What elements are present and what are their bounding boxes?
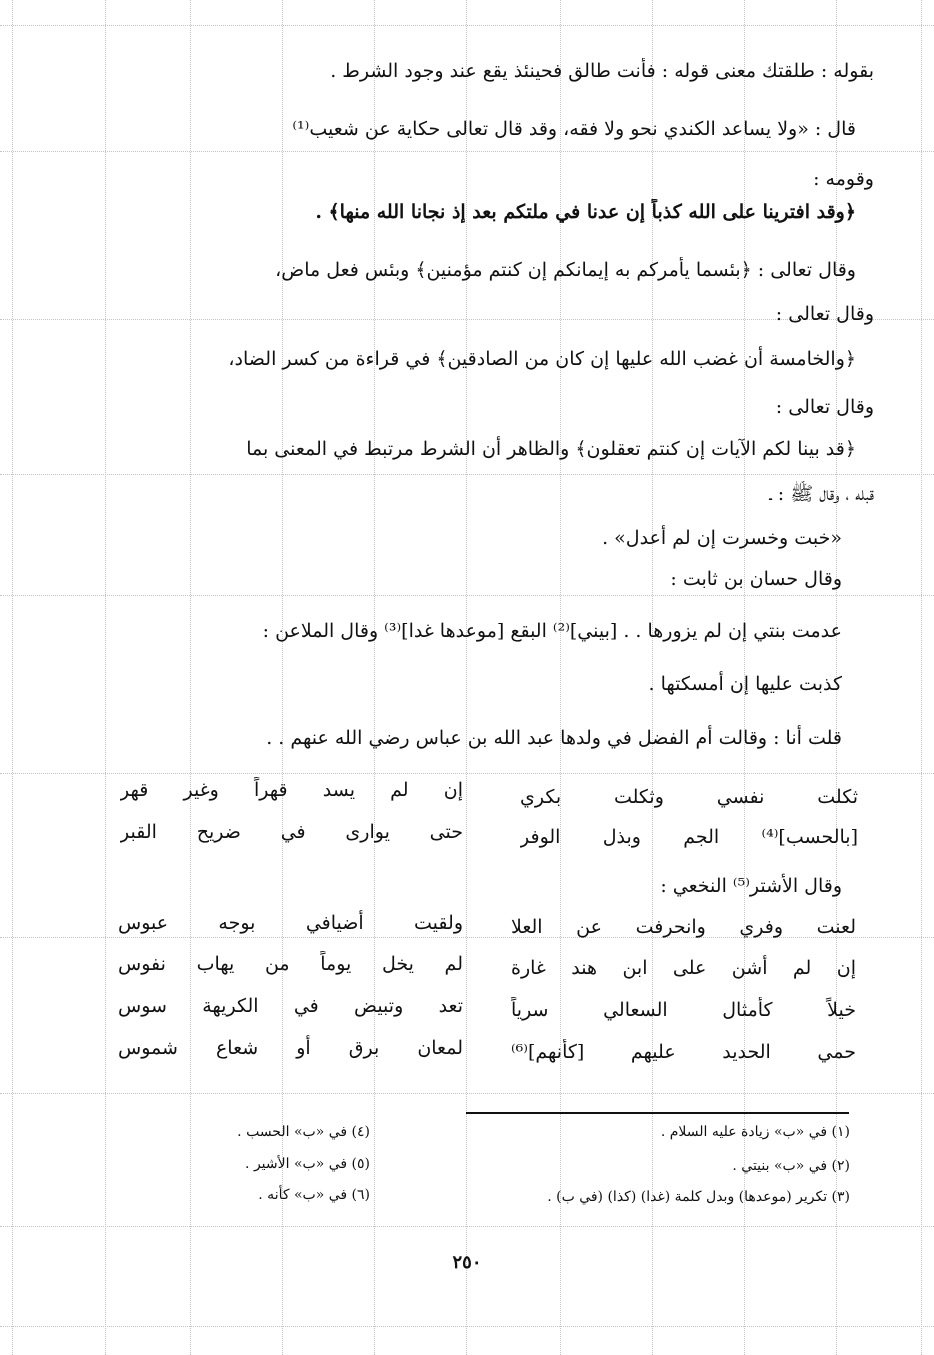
grid-line	[0, 25, 934, 26]
body-line: وقال تعالى :	[775, 396, 874, 418]
page-number: ٢٥٠	[452, 1252, 482, 1273]
footnote: (١) في «ب» زيادة عليه السلام .	[660, 1124, 850, 1140]
body-line: قبله ، وقال ﷺ : ـ	[769, 483, 874, 505]
grid-line	[0, 151, 934, 152]
grid-line	[0, 1326, 934, 1327]
body-line: وقال تعالى : ﴿بئسما يأمركم به إيمانكم إن كنتم مؤمنين﴾ وبئس فعل ماض،	[275, 259, 856, 281]
grid-line	[0, 474, 934, 475]
grid-line	[105, 0, 106, 1355]
grid-line	[0, 773, 934, 774]
poem-verse-left: حتى يوارى في ضريح القبر	[120, 821, 463, 843]
poem-verse-right: [بالحسب]⁽⁴⁾ الجم وبذل الوفر	[520, 826, 858, 848]
footnote: (٦) في «ب» كأنه .	[258, 1187, 370, 1203]
grid-line	[12, 0, 13, 1355]
poem-verse-right: لعنت وفري وانحرفت عن العلا	[511, 916, 856, 938]
body-line: قال : «ولا يساعد الكندي نحو ولا فقه، وقد قال تعالى حكاية عن شعيب⁽¹⁾	[292, 118, 856, 140]
poem-verse-left: ولقيت أضيافي بوجه عبوس	[118, 912, 463, 934]
poem-verse-left: تعد وتبيض في الكريهة سوس	[118, 995, 463, 1017]
footnote: (٥) في «ب» الأشير .	[245, 1156, 370, 1172]
hadith-quote: «خبت وخسرت إن لم أعدل» .	[602, 527, 842, 549]
poem-verse-right: حمي الحديد عليهم [كأنهم]⁽⁶⁾	[511, 1041, 856, 1063]
quran-verse: ﴿وقد افترينا على الله كذباً إن عدنا في ملتكم بعد إذ نجانا الله منها﴾ .	[315, 201, 856, 223]
poem-verse-left: إن لم يسد قهراً وغير قهر	[120, 779, 463, 801]
footnote: (٢) في «ب» بنيتي .	[732, 1158, 850, 1174]
body-line: وقال حسان بن ثابت :	[670, 568, 842, 590]
quran-verse: ﴿والخامسة أن غضب الله عليها إن كان من الصادقين﴾ في قراءة من كسر الضاد،	[228, 348, 856, 370]
poet-intro: وقال الأشتر⁽⁵⁾ النخعي :	[660, 875, 842, 897]
poem-verse-right: خيلاً كأمثال السعالي سرياً	[511, 999, 856, 1021]
poem-verse-right: إن لم أشن على ابن هند غارة	[511, 957, 856, 979]
poem-verse-left: لمعان برق أو شعاع شموس	[118, 1037, 463, 1059]
quran-verse: ﴿قد بينا لكم الآيات إن كنتم تعقلون﴾ والظاهر أن الشرط مرتبط في المعنى بما	[246, 438, 856, 460]
poem-verse-left: لم يخل يوماً من يهاب نفوس	[118, 953, 463, 975]
body-line: قلت أنا : وقالت أم الفضل في ولدها عبد الله بن عباس رضي الله عنهم . .	[266, 727, 842, 749]
footnote: (٤) في «ب» الحسب .	[237, 1124, 370, 1140]
grid-line	[0, 1093, 934, 1094]
grid-line	[0, 1226, 934, 1227]
grid-line	[921, 0, 922, 1355]
body-line: وقومه :	[813, 168, 874, 190]
footnote-rule	[466, 1112, 849, 1114]
footnote: (٣) تكرير (موعدها) وبدل كلمة (غدا) (كذا) (في ب) .	[547, 1189, 850, 1205]
grid-line	[0, 595, 934, 596]
body-line: عدمت بنتي إن لم يزورها . . [بيني]⁽²⁾ البقع [موعدها غدا]⁽³⁾ وقال الملاعن :	[262, 620, 842, 642]
body-line: وقال تعالى :	[775, 303, 874, 325]
body-line: كذبت عليها إن أمسكتها .	[648, 673, 842, 695]
body-line: بقوله : طلقتك معنى قوله : فأنت طالق فحينئذ يقع عند وجود الشرط .	[330, 60, 874, 82]
poem-verse-right: ثكلت نفسي وثكلت بكري	[520, 786, 858, 808]
